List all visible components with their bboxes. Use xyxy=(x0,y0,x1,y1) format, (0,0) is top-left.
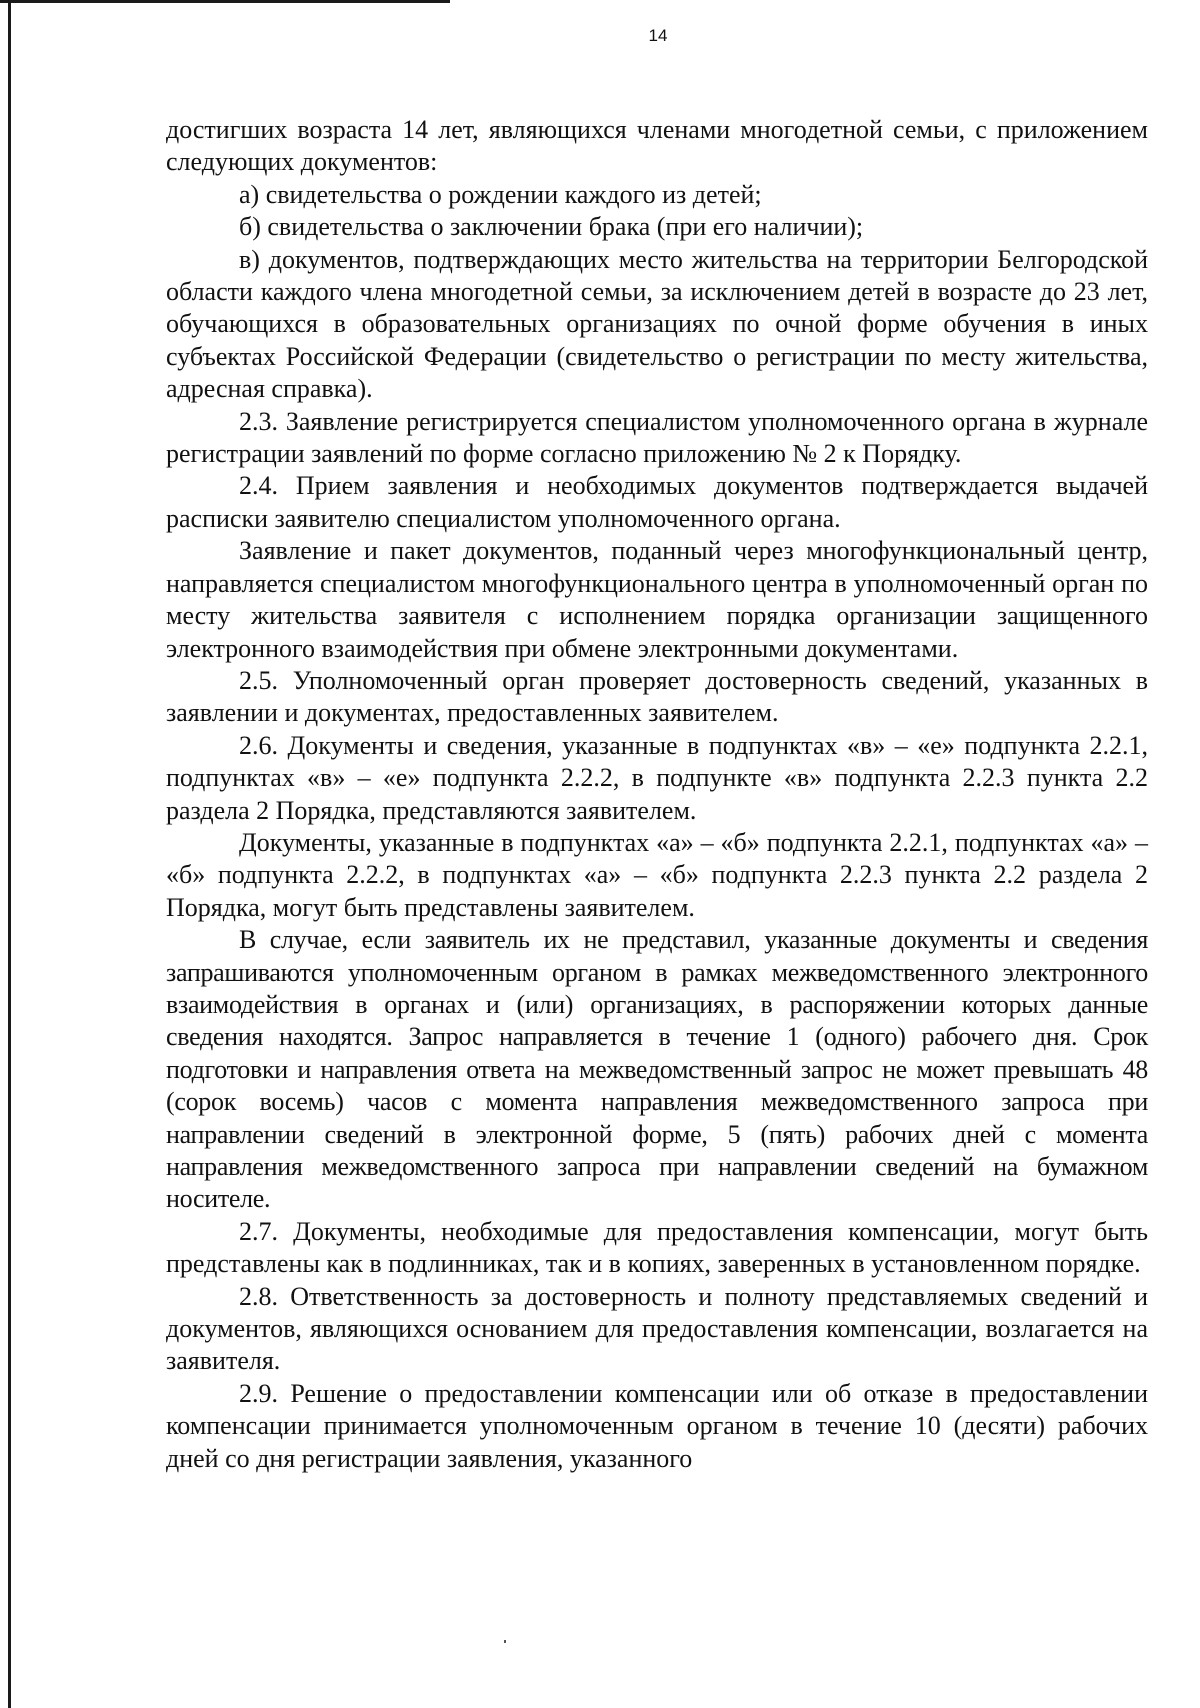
list-item-v: в) документов, подтверждающих место жительства на территории Белгородской области каждого члена многодетной семьи, за исключением детей в возрасте до 23 лет, обучающихся в образовательных организациях по очной форме обучения в иных субъектах Российской Федерации (свидетельство о регистрации по месту жительства, адресная справка). xyxy=(166,244,1148,404)
paragraph-continuation: достигших возраста 14 лет, являющихся членами многодетной семьи, с приложением следующих документов: xyxy=(166,115,1148,177)
clause-2-9: 2.9. Решение о предоставлении компенсации или об отказе в предоставлении компенсации принимается уполномоченным органом в течение 10 (десяти) рабочих дней со дня регистрации заявления, указанного xyxy=(166,1378,1148,1473)
paragraph-interagency-request: В случае, если заявитель их не представил, указанные документы и сведения запрашиваются уполномоченным органом в рамках межведомственного электронного взаимодействия в органах и (или) организациях, в распоряжении которых данные сведения находятся. Запрос направляется в течение 1 (одного) рабочего дня. Срок подготовки и направления ответа на межведомственный запрос не может превышать 48 (сорок восемь) часов с момента направления межведомственного запроса при направлении сведений в электронной форме, 5 (пять) рабочих дней с момента направления межведомственного запроса при направлении сведений на бумажном носителе. xyxy=(166,925,1148,1214)
clause-2-8: 2.8. Ответственность за достоверность и полноту представляемых сведений и документов, являющихся основанием для предоставления компенсации, возлагается на заявителя. xyxy=(166,1281,1148,1376)
clause-2-7: 2.7. Документы, необходимые для предоставления компенсации, могут быть представлены как в подлинниках, так и в копиях, заверенных в установленном порядке. xyxy=(166,1216,1148,1279)
paragraph-documents-optional: Документы, указанные в подпунктах «а» – «б» подпункта 2.2.1, подпунктах «а» – «б» подпункта 2.2.2, в подпунктах «а» – «б» подпункта 2.2.3 пункта 2.2 раздела 2 Порядка, могут быть представлены заявителем. xyxy=(166,827,1148,922)
scan-speck xyxy=(504,1640,506,1643)
document-body xyxy=(166,114,1148,1475)
clause-2-6: 2.6. Документы и сведения, указанные в подпунктах «в» – «е» подпункта 2.2.1, подпунктах «в» – «е» подпункта 2.2.2, в подпункте «в» подпункта 2.2.3 пункта 2.2 раздела 2 Порядка, представляются заявителем. xyxy=(166,730,1148,825)
list-item-b: б) свидетельства о заключении брака (при его наличии); xyxy=(239,212,864,242)
clause-2-3: 2.3. Заявление регистрируется специалистом уполномоченного органа в журнале регистрации заявлений по форме согласно приложению № 2 к Порядку. xyxy=(166,406,1148,469)
list-item-a: а) свидетельства о рождении каждого из детей; xyxy=(239,179,762,209)
page-number: 14 xyxy=(648,26,668,45)
scan-edge-left xyxy=(8,0,11,1708)
paragraph-mfc: Заявление и пакет документов, поданный через многофункциональный центр, направляется специалистом многофункционального центра в уполномоченный орган по месту жительства заявителя с исполнением порядка организации защищенного электронного взаимодействия при обмене электронными документами. xyxy=(166,536,1148,663)
scan-edge-top xyxy=(0,0,450,3)
clause-2-4: 2.4. Прием заявления и необходимых документов подтверждается выдачей расписки заявителю специалистом уполномоченного органа. xyxy=(166,471,1148,533)
clause-2-5: 2.5. Уполномоченный орган проверяет достоверность сведений, указанных в заявлении и документах, предоставленных заявителем. xyxy=(166,665,1148,728)
